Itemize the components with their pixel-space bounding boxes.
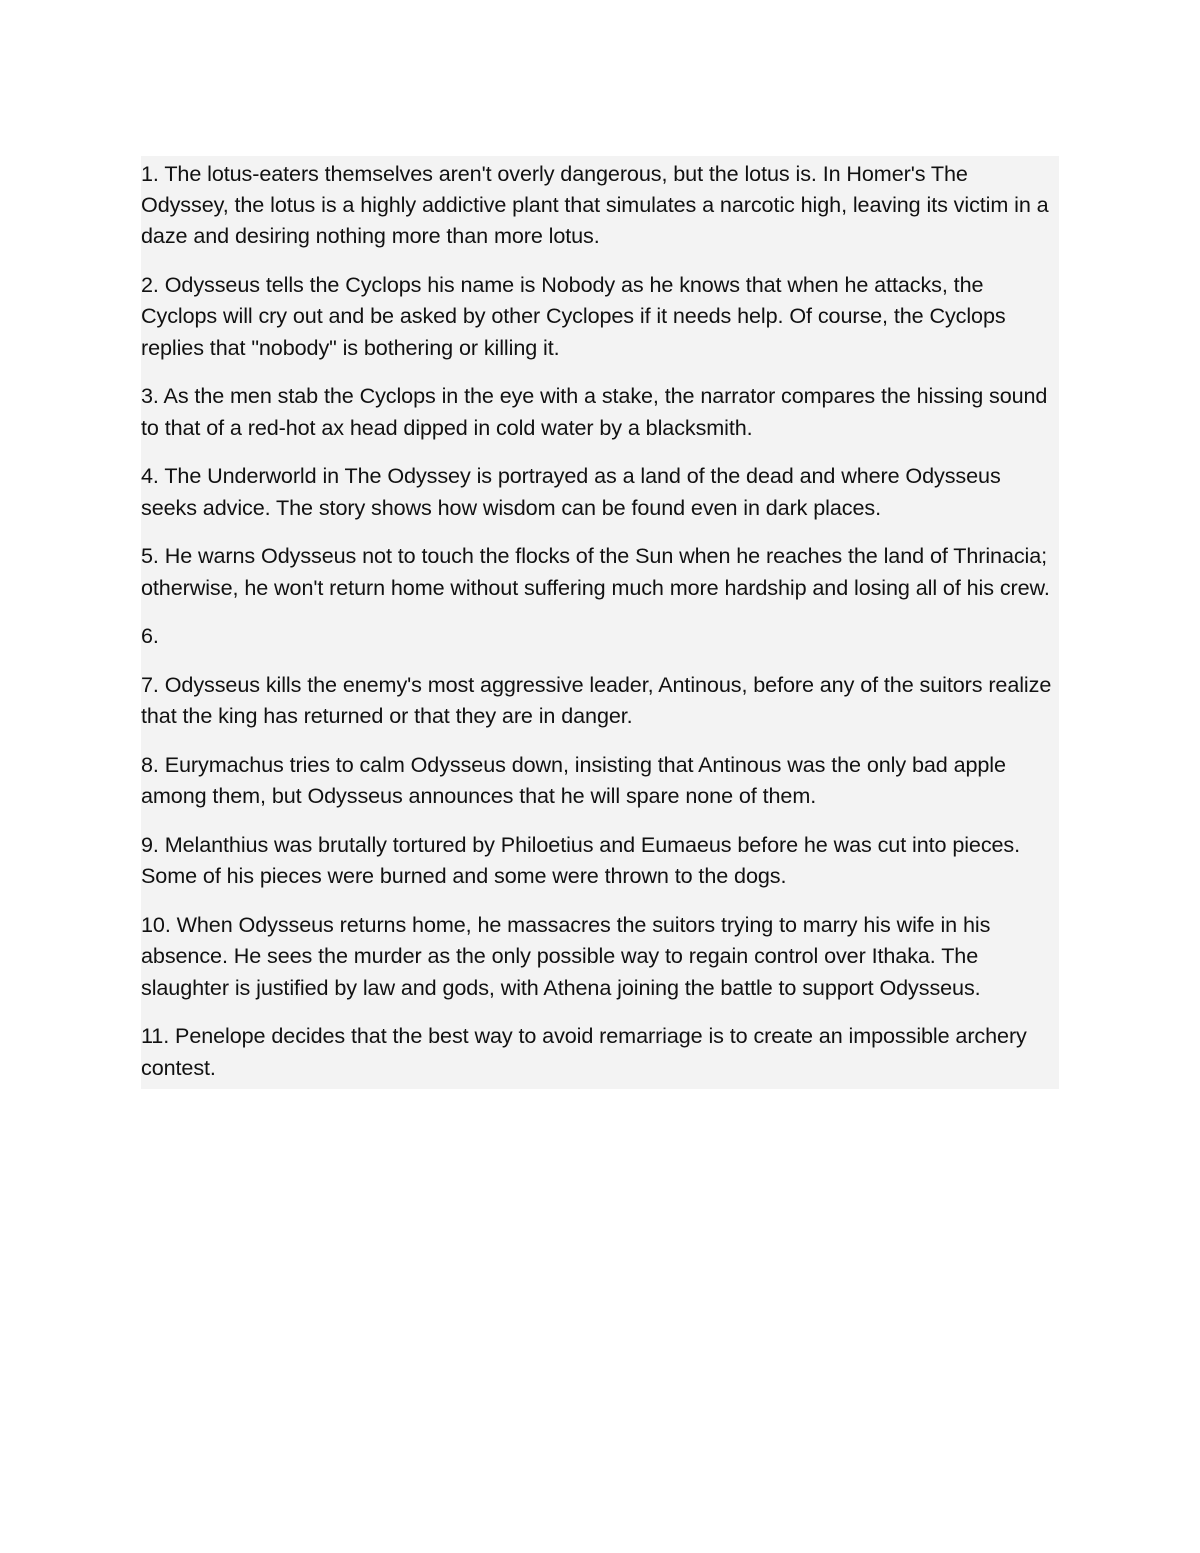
answers-block [141, 156, 1059, 1089]
answer-11: 11. Penelope decides that the best way to avoid remarriage is to create an impossible archery contest. [141, 1023, 1027, 1080]
answer-3: 3. As the men stab the Cyclops in the eye with a stake, the narrator compares the hissing sound to that of a red-hot ax head dipped in cold water by a blacksmith. [141, 383, 1048, 440]
answer-4: 4. The Underworld in The Odyssey is portrayed as a land of the dead and where Odysseus seeks advice. The story shows how wisdom can be found even in dark places. [141, 463, 1001, 520]
answer-6: 6. [141, 623, 159, 649]
answer-8: 8. Eurymachus tries to calm Odysseus down, insisting that Antinous was the only bad apple among them, but Odysseus announces that he will spare none of them. [141, 752, 1006, 809]
answer-9: 9. Melanthius was brutally tortured by Philoetius and Eumaeus before he was cut into pieces. Some of his pieces were burned and some were thrown to the dogs. [141, 832, 1021, 889]
answer-2: 2. Odysseus tells the Cyclops his name is Nobody as he knows that when he attacks, the Cyclops will cry out and be asked by other Cyclopes if it needs help. Of course, the Cyclops replies that "nobody" is bothering or killing it. [141, 272, 1006, 360]
answer-5: 5. He warns Odysseus not to touch the flocks of the Sun when he reaches the land of Thrinacia; otherwise, he won't return home without suffering much more hardship and losing all of his crew. [141, 543, 1050, 600]
answer-10: 10. When Odysseus returns home, he massacres the suitors trying to marry his wife in his absence. He sees the murder as the only possible way to regain control over Ithaka. The slaughter is justified by law and gods, with Athena joining the battle to support Odysseus. [141, 912, 991, 1000]
answer-7: 7. Odysseus kills the enemy's most aggressive leader, Antinous, before any of the suitors realize that the king has returned or that they are in danger. [141, 672, 1052, 729]
answer-1: 1. The lotus-eaters themselves aren't overly dangerous, but the lotus is. In Homer's The Odyssey, the lotus is a highly addictive plant that simulates a narcotic high, leaving its victim in a daze and desiring nothing more than more lotus. [141, 161, 1049, 249]
